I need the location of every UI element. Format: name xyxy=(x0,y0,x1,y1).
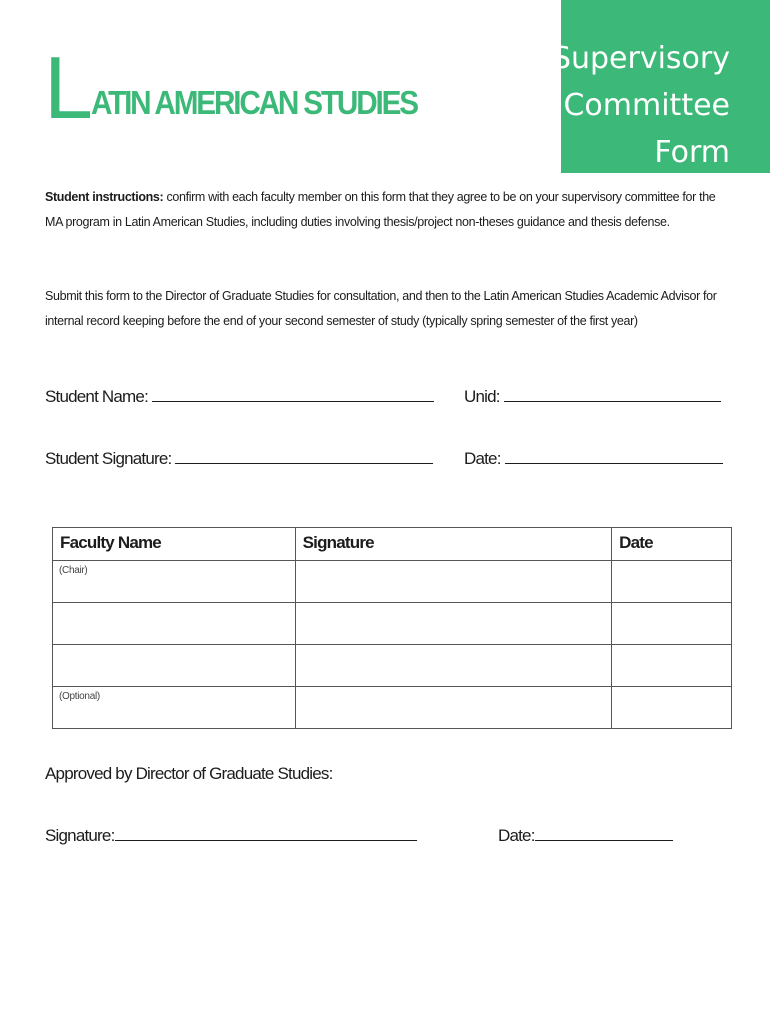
director-signature-label: Signature: xyxy=(45,826,115,845)
badge-line-2: Committee xyxy=(563,88,730,123)
date-cell[interactable] xyxy=(612,687,732,729)
table-row xyxy=(53,561,732,603)
student-name-label: Student Name: xyxy=(45,387,148,406)
student-signature-label: Student Signature: xyxy=(45,449,172,468)
submission-instructions: Submit this form to the Director of Graduate Studies for consultation, and then to the Latin American Studies Academic Advisor for internal record keeping before the end of your second semester of study (typically spring semester of the first year) xyxy=(45,289,717,328)
unid-line[interactable] xyxy=(504,388,721,402)
student-name-line[interactable] xyxy=(152,388,434,402)
title-initial: L xyxy=(44,38,91,137)
signature-cell[interactable] xyxy=(295,687,612,729)
header-date: Date xyxy=(612,528,732,561)
faculty-name-cell[interactable]: (Optional) xyxy=(53,687,296,729)
student-date-field[interactable] xyxy=(464,449,723,469)
director-date-field[interactable] xyxy=(498,826,673,846)
director-signature-field[interactable] xyxy=(45,826,417,846)
badge-line-1: Supervisory xyxy=(551,41,730,76)
badge-line-3: Form xyxy=(654,135,730,170)
form-title xyxy=(44,38,453,137)
student-name-field[interactable] xyxy=(45,387,434,407)
faculty-name-cell[interactable]: (Chair) xyxy=(53,561,296,603)
table-row xyxy=(53,603,732,645)
faculty-table-header xyxy=(53,528,732,561)
faculty-name-cell[interactable] xyxy=(53,603,296,645)
signature-cell[interactable] xyxy=(295,645,612,687)
student-instructions xyxy=(45,185,735,234)
unid-label: Unid: xyxy=(464,387,500,406)
signature-cell[interactable] xyxy=(295,561,612,603)
date-cell[interactable] xyxy=(612,645,732,687)
header-signature: Signature xyxy=(295,528,612,561)
student-signature-line[interactable] xyxy=(175,450,433,464)
director-date-label: Date: xyxy=(498,826,535,845)
date-cell[interactable] xyxy=(612,603,732,645)
director-date-line[interactable] xyxy=(535,827,673,841)
faculty-table xyxy=(52,527,732,729)
instructions-lead: Student instructions: xyxy=(45,190,164,204)
instructions-text: confirm with each faculty member on this form that they agree to be on your supervisory committee for the MA program in Latin American Studies, including duties involving thesis/project non-theses guidance and thesis defense. xyxy=(45,190,716,229)
faculty-name-cell[interactable] xyxy=(53,645,296,687)
table-row xyxy=(53,687,732,729)
title-text: ATIN AMERICAN STUDIES xyxy=(90,84,417,121)
unid-field[interactable] xyxy=(464,387,721,407)
student-signature-field[interactable] xyxy=(45,449,433,469)
approval-heading: Approved by Director of Graduate Studies: xyxy=(45,764,333,783)
director-signature-line[interactable] xyxy=(115,827,417,841)
signature-cell[interactable] xyxy=(295,603,612,645)
header-faculty-name: Faculty Name xyxy=(53,528,296,561)
date-cell[interactable] xyxy=(612,561,732,603)
form-type-badge xyxy=(551,0,770,173)
table-row xyxy=(53,645,732,687)
student-date-label: Date: xyxy=(464,449,501,468)
student-date-line[interactable] xyxy=(505,450,723,464)
